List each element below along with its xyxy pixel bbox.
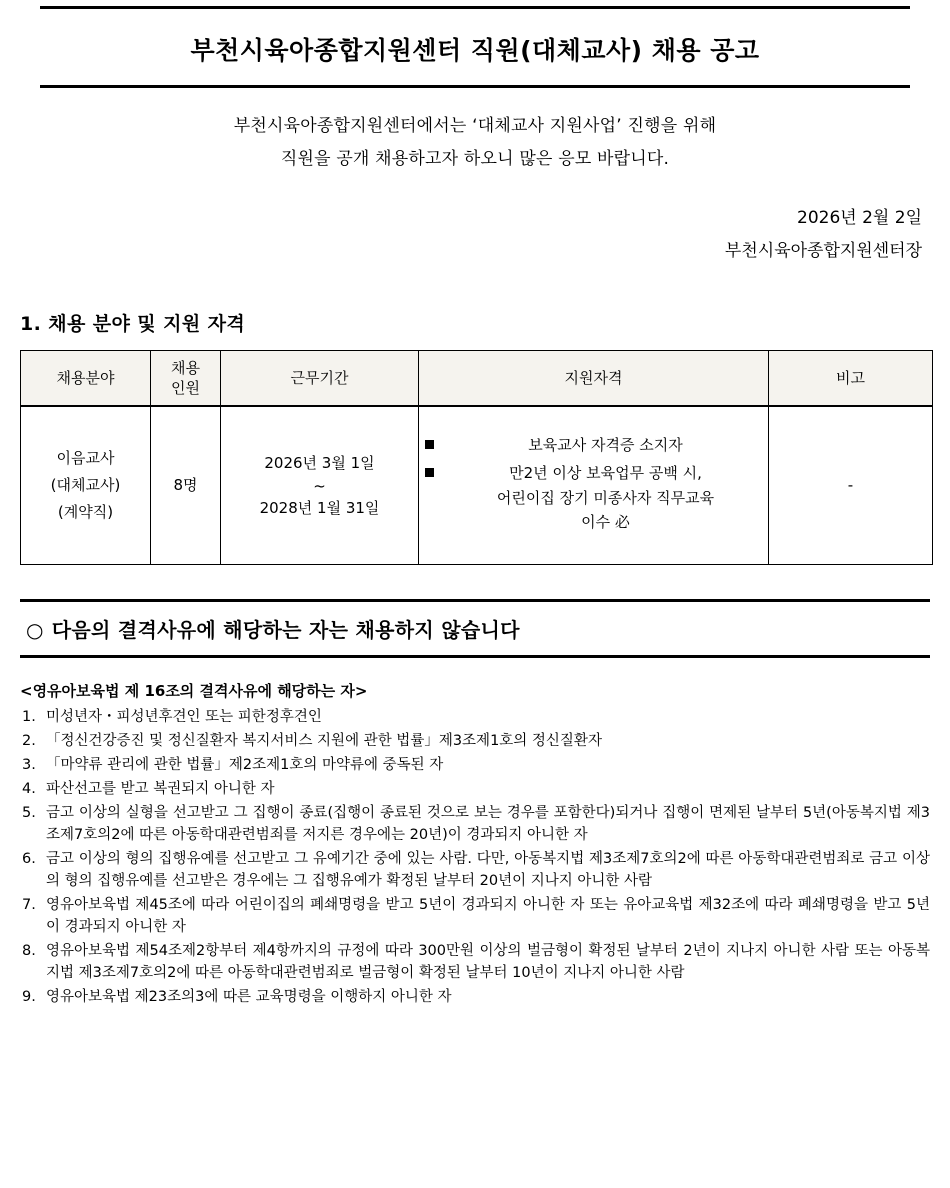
item-number: 9. [22,989,36,1006]
item-text: 영유아보육법 제45조에 따라 어린이집의 폐쇄명령을 받고 5년이 경과되지 아니한 자 또는 유아교육법 제32조에 따라 폐쇄명령을 받고 5년이 경과되지 아니한 자 [46,897,930,936]
item-text: 금고 이상의 형의 집행유예를 선고받고 그 유예기간 중에 있는 사람. 다만, 아동복지법 제3조제7호의2에 따른 아동학대관련범죄로 금고 이상의 형의 집행유예를 선고받은 경우에는 그 집행유예가 확정된 날부터 20년이 지나지 아니한 사람 [46,851,930,890]
item-number: 6. [22,851,36,868]
item-text: 영유아보육법 제23조의3에 따른 교육명령을 이행하지 아니한 자 [46,989,452,1006]
item-number: 1. [22,708,36,725]
field-line-2: (대체교사) [50,476,121,495]
header-count-line-2: 인원 [171,379,200,398]
cell-field [21,406,151,564]
item-number: 2. [22,732,36,749]
intro-line-1: 부천시육아종합지원센터에서는 ‘대체교사 지원사업’ 진행을 위해 [233,116,717,136]
section-1-heading: 1. 채용 분야 및 지원 자격 [20,312,246,335]
list-item [20,848,930,892]
legal-section [18,658,932,1030]
table-header-row [21,350,933,406]
disqualification-banner-text: 다음의 결격사유에 해당하는 자는 채용하지 않습니다 [51,617,520,642]
signature-block [18,176,932,267]
cell-note: - [769,406,933,564]
header-note: 비고 [769,350,933,406]
header-count [151,350,221,406]
item-text: 미성년자・피성년후견인 또는 피한정후견인 [46,708,322,725]
item-number: 5. [22,805,36,821]
field-line-1: 이음교사 [56,449,115,468]
qualification-text-2-line-3: 이수 必 [581,512,630,531]
list-item [20,778,930,800]
legal-list [20,706,930,1008]
intro-line-2: 직원을 공개 채용하고자 하오니 많은 응모 바랍니다. [280,149,670,170]
disqualification-banner [20,599,930,658]
period-tilde: ~ [313,476,326,495]
recruitment-table [20,350,933,565]
header-qualification: 지원자격 [419,350,769,406]
qualification-text-1: 보육교사 자격증 소지자 [528,436,683,455]
header-count-line-1: 채용 [171,358,200,377]
period-end: 2028년 1월 31일 [259,498,380,517]
item-text: 「마약류 관리에 관한 법률」제2조제1호의 마약류에 중독된 자 [46,756,444,773]
circle-bullet-icon: ○ [26,617,44,642]
legal-list-title: <영유아보육법 제 16조의 결격사유에 해당하는 자> [20,681,368,700]
period-start: 2026년 3월 1일 [264,453,375,472]
cell-count: 8명 [151,406,221,564]
header-period: 근무기간 [221,350,419,406]
cell-qualification [419,406,769,564]
header-field: 채용분야 [21,350,151,406]
qualification-text-2-line-1: 만2년 이상 보육업무 공백 시, [509,464,702,483]
item-text: 금고 이상의 실형을 선고받고 그 집행이 종료(집행이 종료된 것으로 보는 경우를 포함한다)되거나 집행이 면제된 날부터 5년(아동복지법 제3조제7호의2에 따른 아동학대관련범죄를 저지른 경우에는 20년)이 경과되지 아니한 자 [46,805,930,844]
list-item [20,986,930,1008]
item-text: 「정신건강증진 및 정신질환자 복지서비스 지원에 관한 법률」제3조제1호의 정신질환자 [46,732,602,749]
item-number: 8. [22,943,36,960]
square-bullet-icon [425,468,434,477]
list-item [20,940,930,984]
list-item [20,730,930,752]
qualification-item [423,461,764,534]
qualification-item [423,433,764,457]
cell-period [221,406,419,564]
item-text: 영유아보육법 제54조제2항부터 제4항까지의 규정에 따라 300만원 이상의 벌금형이 확정된 날부터 2년이 지나지 아니한 사람 또는 아동복지법 제3조제7호의2에 따른 아동학대관련범죄로 벌금형이 확정된 날부터 10년이 지나지 아니한 사람 [46,943,930,982]
list-item [20,754,930,776]
qualification-text-2-line-2: 어린이집 장기 미종사자 직무교육 [496,488,715,507]
field-line-3: (계약직) [57,503,114,522]
list-item [20,894,930,938]
intro-paragraph [18,88,932,176]
notice-date: 2026년 2월 2일 [797,208,922,229]
item-number: 3. [22,756,36,773]
item-number: 7. [22,897,36,914]
issuer-name: 부천시육아종합지원센터장 [724,240,922,261]
item-number: 4. [22,780,36,797]
list-item [20,706,930,728]
table-row [21,406,933,564]
list-item [20,802,930,846]
qualification-list [423,433,764,534]
square-bullet-icon [425,440,434,449]
item-text: 파산선고를 받고 복권되지 아니한 자 [46,780,275,797]
disqualification-banner-wrap [18,599,932,658]
page-title: 부천시육아종합지원센터 직원(대체교사) 채용 공고 [190,36,760,65]
document-page [0,6,950,1030]
